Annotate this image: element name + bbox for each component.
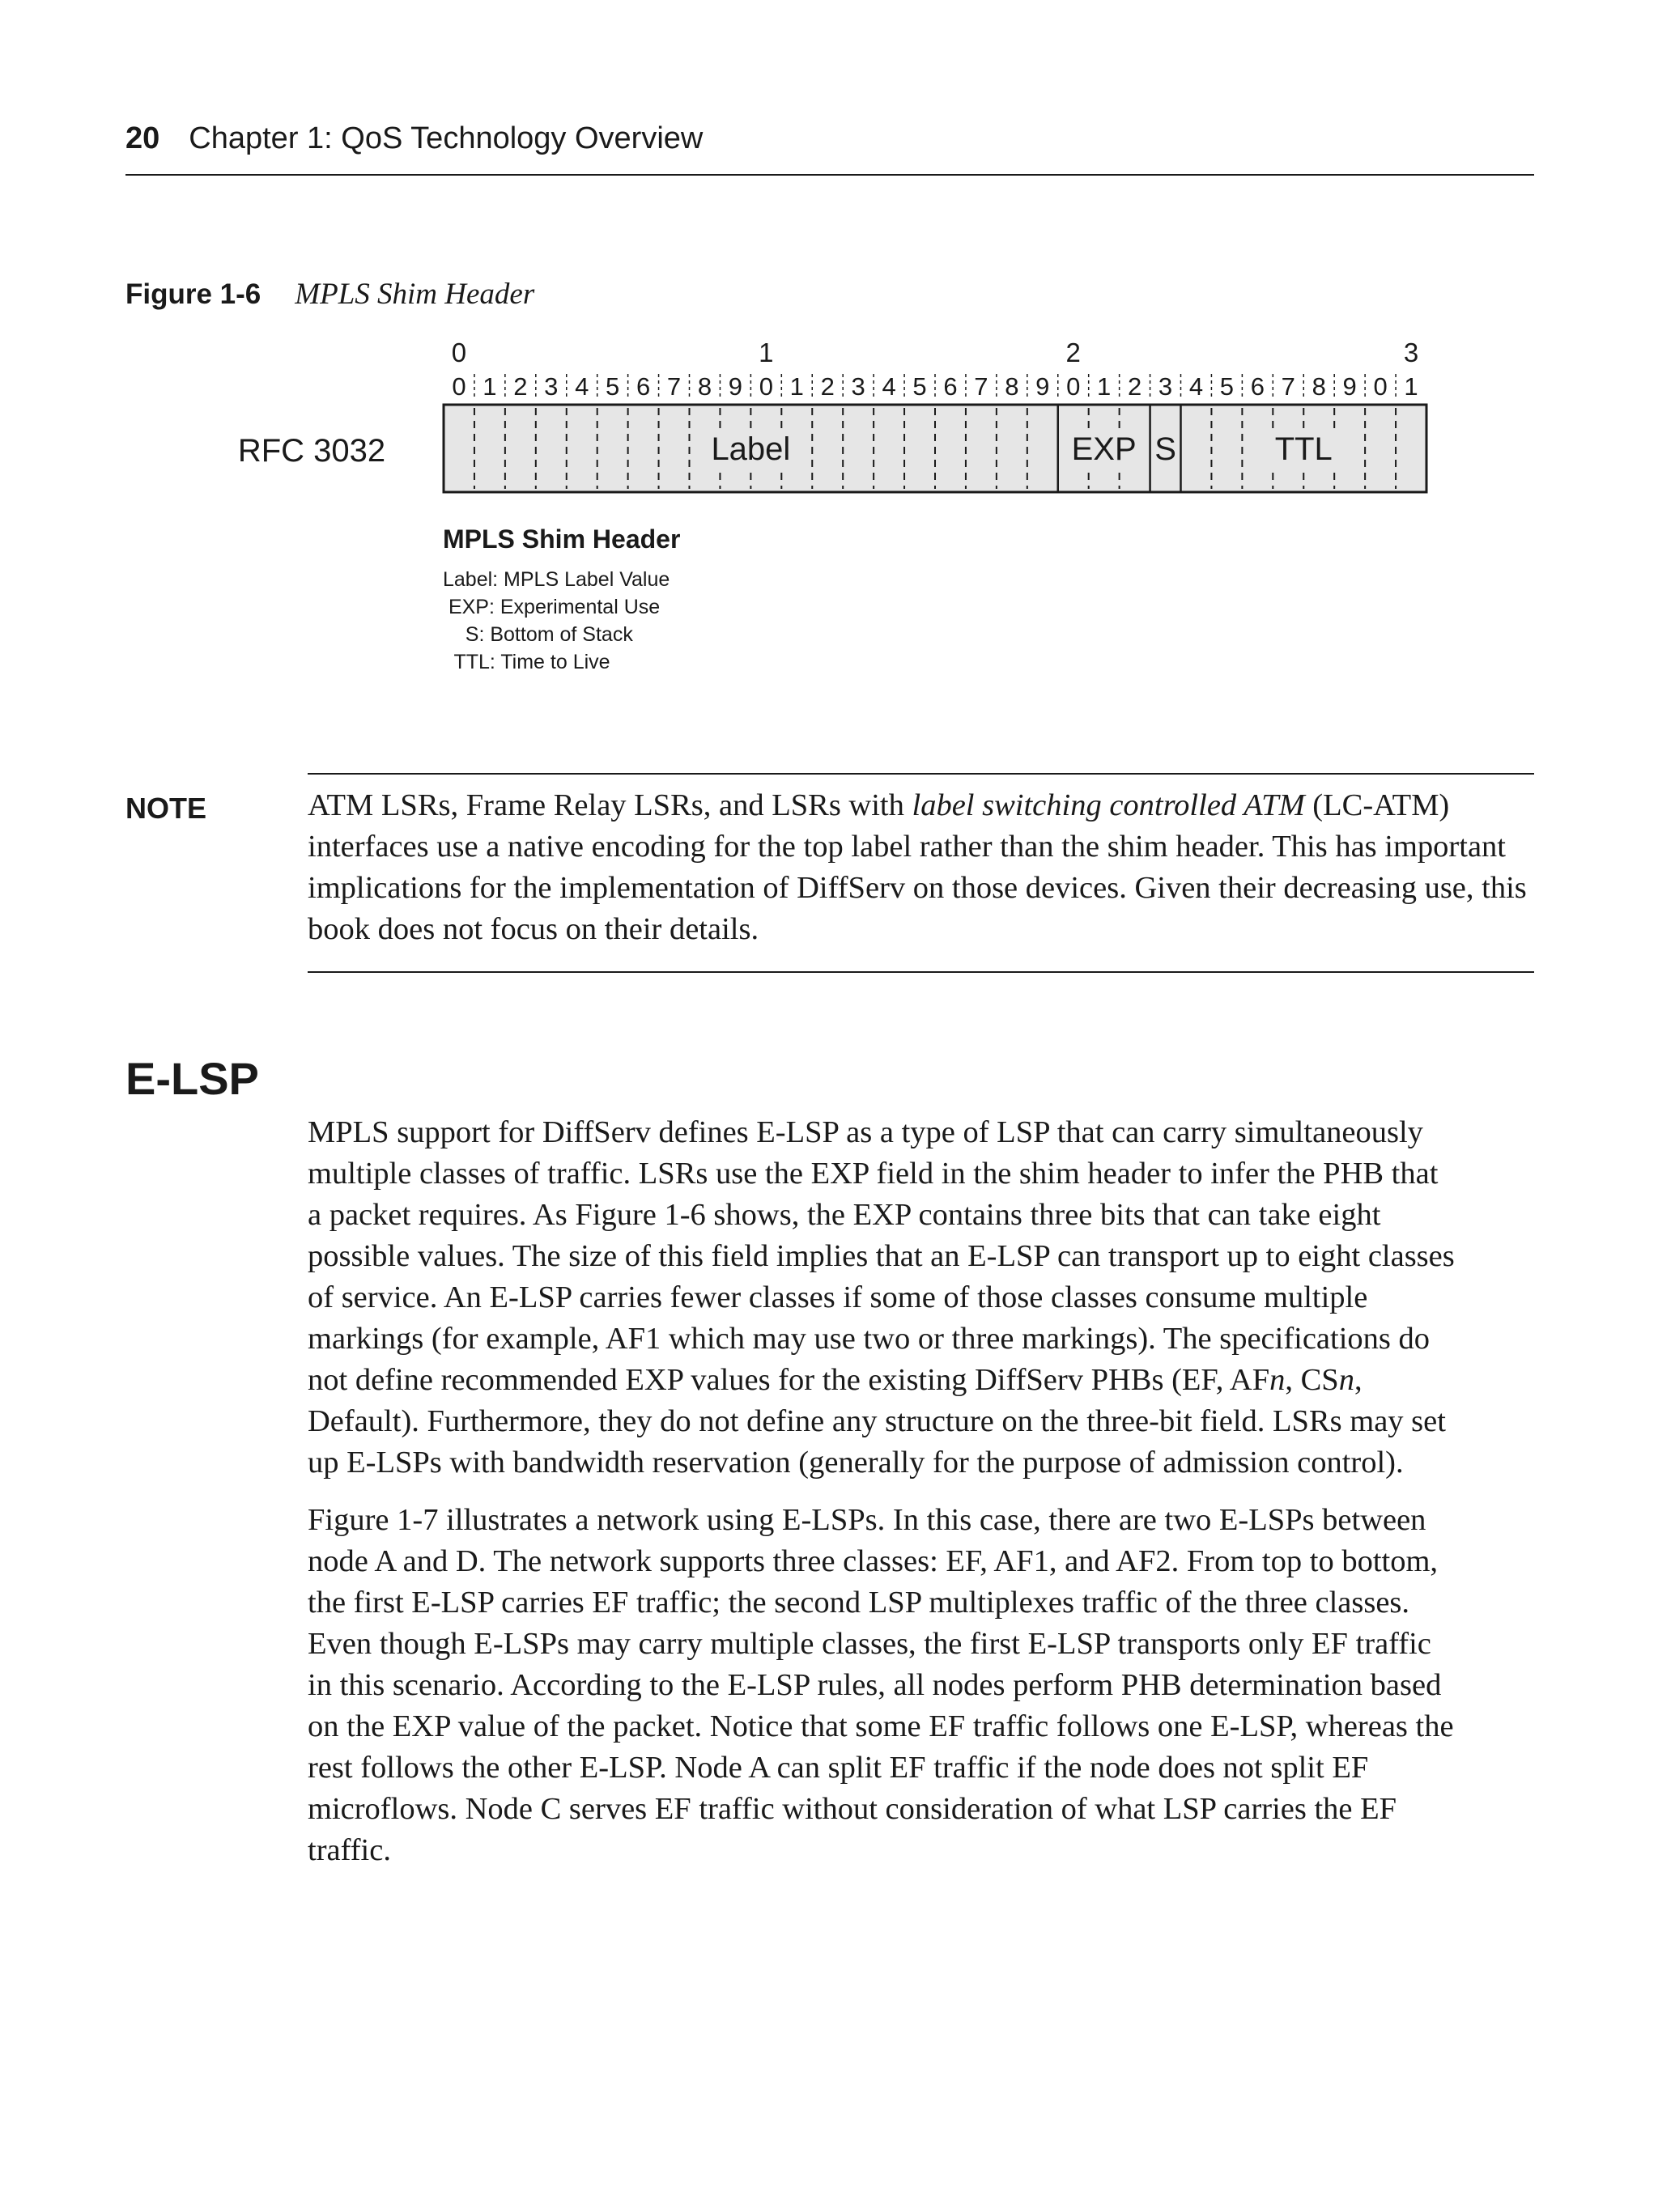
field-label-s: S [1154,431,1176,467]
bit-ruler-minor-label: 7 [1281,372,1295,401]
paragraph-line: traffic. [308,1833,391,1867]
note-top-rule [308,773,1534,775]
line-text: not define recommended EXP values for the existing DiffServ PHBs (EF, AF [308,1363,1270,1397]
bit-ruler-minor-label: 0 [452,372,466,401]
bit-ruler-minor-label: 1 [789,372,804,401]
bit-ruler-minor-label: 5 [1219,372,1235,401]
bit-ruler-minor-label: 9 [1342,372,1357,401]
bit-ruler-major-label: 3 [1403,338,1419,367]
bit-ruler-minor-label: 7 [666,372,682,401]
bit-ruler-minor-label: 3 [544,372,559,401]
legend-line-label: Label: MPLS Label Value [443,568,670,591]
italic-n: n [1338,1363,1354,1397]
paragraph-line: of service. An E-LSP carries fewer classes if some of those classes consume multiple [308,1280,1368,1314]
bit-ruler-minor-label: 0 [1373,372,1388,401]
bit-ruler-major-label: 2 [1065,338,1081,367]
figure-title: MPLS Shim Header [295,278,535,311]
legend-line-s: S: Bottom of Stack [443,623,633,646]
paragraph-line: node A and D. The network supports three classes: EF, AF1, and AF2. From top to bottom, [308,1544,1439,1578]
chapter-title: Chapter 1: QoS Technology Overview [189,121,704,155]
bit-ruler-minor-label: 2 [513,372,528,401]
bit-ruler-major-label: 1 [759,338,774,367]
legend-line-exp: EXP: Experimental Use [443,596,661,618]
paragraph-line: up E-LSPs with bandwidth reservation (generally for the purpose of admission control). [308,1446,1404,1480]
note-italic-term: label switching controlled ATM [912,788,1305,822]
row-label-rfc-3032: RFC 3032 [237,433,386,469]
paragraph-line: Even though E-LSPs may carry multiple classes, the first E-LSP transports only EF traffic [308,1627,1431,1661]
legend-line-ttl: TTL: Time to Live [443,651,610,673]
paragraph-line: multiple classes of traffic. LSRs use the EXP field in the shim header to infer the PHB that [308,1157,1439,1191]
mpls-shim-header-diagram [0,0,1658,518]
bit-ruler-minor-label: 1 [1097,372,1112,401]
italic-n: n [1269,1363,1286,1397]
bit-ruler-minor-label: 2 [820,372,835,401]
legend-title: MPLS Shim Header [443,524,681,554]
note-text-end: (LC-ATM) interfaces use a native encoding for the top label rather than the shim header. This has important implications for the implementation of DiffServ on those devices. Given their decreasing use, this book does not focus on their details. [308,788,1527,946]
line-text: , [1354,1363,1363,1397]
bit-ruler-minor-label: 4 [575,372,589,401]
bit-ruler-minor-label: 3 [1158,372,1173,401]
bit-ruler-minor-label: 1 [1404,372,1418,401]
bit-ruler-minor-label: 6 [1250,372,1265,401]
bit-ruler-minor-label: 8 [1005,372,1019,401]
paragraph-line: rest follows the other E-LSP. Node A can split EF traffic if the node does not split EF [308,1751,1369,1785]
bit-ruler-minor-label: 8 [697,372,712,401]
paragraph-line: the first E-LSP carries EF traffic; the second LSP multiplexes traffic of the three classes. [308,1586,1410,1620]
note-body [308,785,1534,950]
bit-ruler-minor-label: 3 [851,372,865,401]
bit-ruler-major-label: 0 [451,338,467,367]
paragraph-line: in this scenario. According to the E-LSP rules, all nodes perform PHB determination based [308,1668,1442,1702]
bit-ruler-minor-label: 0 [1066,372,1081,401]
bit-ruler-minor-label: 4 [1188,372,1204,401]
field-label-exp: EXP [1071,431,1137,467]
bit-ruler-minor-label: 5 [606,372,620,401]
diagram-legend [443,524,680,676]
bit-ruler-minor-label: 6 [943,372,958,401]
paragraph-1 [308,1112,1534,1484]
note-bottom-rule [308,971,1534,973]
paragraph-line: Figure 1-7 illustrates a network using E-LSPs. In this case, there are two E-LSPs between [308,1503,1426,1537]
note-label: NOTE [125,792,207,825]
paragraph-line: possible values. The size of this field implies that an E-LSP can transport up to eight classes [308,1239,1455,1273]
page-number: 20 [125,121,160,155]
figure-label: Figure 1-6 [125,278,261,310]
field-label-label: Label [711,431,791,467]
note-text-start: ATM LSRs, Frame Relay LSRs, and LSRs with [308,788,912,822]
bit-ruler-minor-label: 9 [1035,372,1050,401]
bit-ruler-minor-label: 6 [636,372,651,401]
paragraph-line: microflows. Node C serves EF traffic without consideration of what LSP carries the EF [308,1792,1397,1826]
bit-ruler-minor-label: 8 [1312,372,1326,401]
paragraph-line: Default). Furthermore, they do not define any structure on the three-bit field. LSRs may set [308,1404,1446,1438]
bit-ruler-minor-label: 0 [759,372,773,401]
paragraph-line: markings (for example, AF1 which may use two or three markings). The specifications do [308,1322,1431,1356]
paragraph-2 [308,1500,1534,1871]
bit-ruler-minor-label: 5 [912,372,927,401]
field-label-ttl: TTL [1274,431,1333,467]
paragraph-line [308,1360,1534,1401]
section-heading: E-LSP [125,1053,259,1104]
bit-ruler-minor-label: 4 [882,372,896,401]
paragraph-line: on the EXP value of the packet. Notice that some EF traffic follows one E-LSP, whereas the [308,1709,1454,1743]
line-text: , CS [1285,1363,1339,1397]
bit-ruler-minor-label: 9 [728,372,743,401]
bit-ruler-minor-label: 1 [483,372,497,401]
bit-ruler-minor-label: 2 [1127,372,1142,401]
bit-ruler-minor-label: 7 [974,372,988,401]
paragraph-line: MPLS support for DiffServ defines E-LSP as a type of LSP that can carry simultaneously [308,1115,1423,1149]
paragraph-line: a packet requires. As Figure 1-6 shows, the EXP contains three bits that can take eight [308,1198,1381,1232]
